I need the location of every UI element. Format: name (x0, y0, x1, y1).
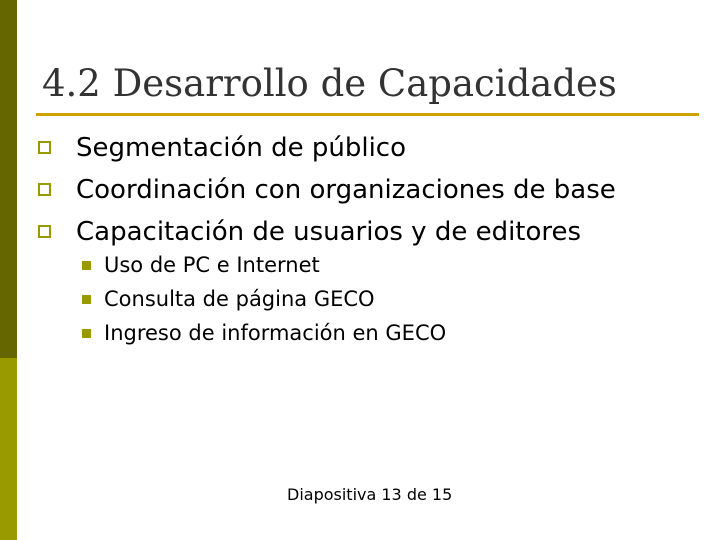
bullet-text: Coordinación con organizaciones de base (76, 175, 616, 205)
left-accent-bar-light (0, 358, 17, 540)
subbullet-text: Ingreso de información en GECO (104, 321, 447, 345)
bullet-text: Capacitación de usuarios y de editores (76, 217, 582, 247)
bullet-item (36, 211, 616, 253)
subbullet-item (80, 282, 446, 316)
left-accent-bar-dark (0, 0, 17, 358)
slide-title: 4.2 Desarrollo de Capacidades (42, 62, 617, 105)
hollow-square-bullet-icon (38, 183, 51, 196)
hollow-square-bullet-icon (38, 225, 51, 238)
subbullet-item (80, 248, 446, 282)
filled-square-bullet-icon (82, 261, 91, 270)
filled-square-bullet-icon (82, 329, 91, 338)
title-underline (36, 113, 699, 116)
bullet-list (36, 127, 616, 253)
subbullet-text: Consulta de página GECO (104, 287, 375, 311)
subbullet-text: Uso de PC e Internet (104, 253, 320, 277)
slide-number-footer: Diapositiva 13 de 15 (287, 485, 453, 504)
subbullet-list (80, 248, 446, 350)
bullet-item (36, 169, 616, 211)
hollow-square-bullet-icon (38, 141, 51, 154)
bullet-item (36, 127, 616, 169)
bullet-text: Segmentación de público (76, 133, 407, 163)
subbullet-item (80, 316, 446, 350)
filled-square-bullet-icon (82, 295, 91, 304)
